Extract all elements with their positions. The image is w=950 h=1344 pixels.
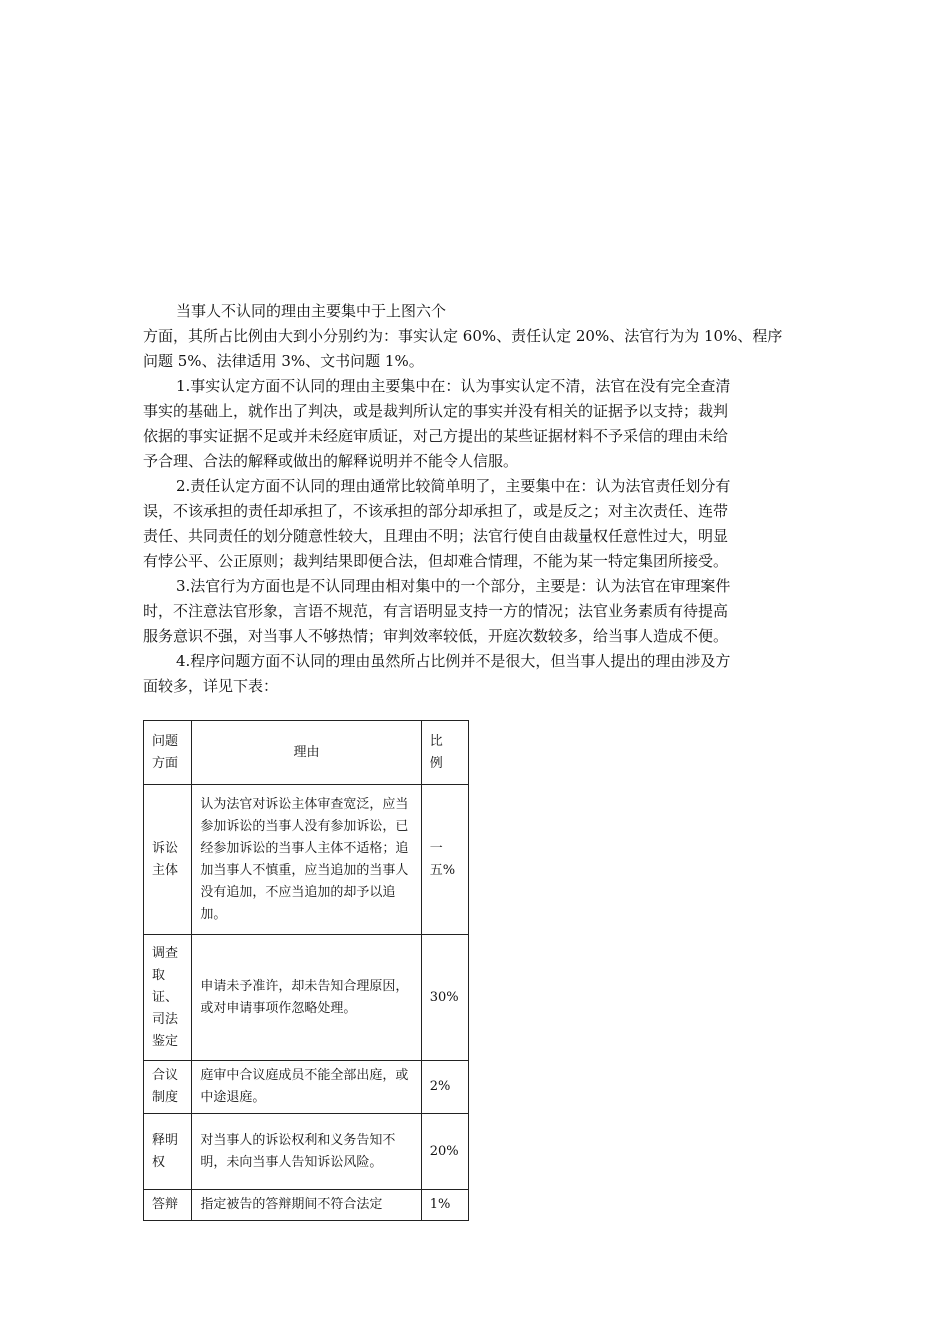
table-row bbox=[144, 1061, 469, 1114]
header-ratio: 比例 bbox=[421, 721, 468, 785]
text-line: 1.事实认定方面不认同的理由主要集中在：认为事实认定不清，法官在没有完全查清 bbox=[176, 377, 731, 395]
text-line: 方面，其所占比例由大到小分别约为：事实认定 60%、责任认定 20%、法官行为为 10%、程序 bbox=[143, 327, 783, 345]
cell-reason: 指定被告的答辩期间不符合法定 bbox=[192, 1190, 421, 1221]
text-line: 2.责任认定方面不认同的理由通常比较简单明了，主要集中在：认为法官责任划分有 bbox=[176, 477, 731, 495]
text-line: 服务意识不强，对当事人不够热情；审判效率较低，开庭次数较多，给当事人造成不便。 bbox=[143, 627, 729, 645]
table-row bbox=[144, 785, 469, 935]
text-line: 有悖公平、公正原则；裁判结果即便合法，但却难合情理，不能为某一特定集团所接受。 bbox=[143, 552, 729, 570]
paragraph-fact-finding bbox=[143, 374, 808, 474]
table-row bbox=[144, 1114, 469, 1190]
paragraph-judge-conduct bbox=[143, 574, 808, 649]
procedure-reasons-table bbox=[143, 720, 469, 1221]
cell-reason: 认为法官对诉讼主体审查宽泛，应当参加诉讼的当事人没有参加诉讼，已经参加诉讼的当事人主体不适格；追加当事人不慎重，应当追加的当事人没有追加，不应当追加的却予以追加。 bbox=[192, 785, 421, 935]
cell-aspect: 释明权 bbox=[144, 1114, 192, 1190]
cell-ratio: 20% bbox=[421, 1114, 468, 1190]
cell-reason: 庭审中合议庭成员不能全部出庭，或中途退庭。 bbox=[192, 1061, 421, 1114]
table-row bbox=[144, 935, 469, 1061]
text-line: 4.程序问题方面不认同的理由虽然所占比例并不是很大，但当事人提出的理由涉及方 bbox=[176, 652, 731, 670]
text-line: 3.法官行为方面也是不认同理由相对集中的一个部分，主要是：认为法官在审理案件 bbox=[176, 577, 731, 595]
text-line: 责任、共同责任的划分随意性较大，且理由不明；法官行使自由裁量权任意性过大，明显 bbox=[143, 527, 729, 545]
cell-ratio: 一五% bbox=[421, 785, 468, 935]
text-line: 误，不该承担的责任却承担了，不该承担的部分却承担了，或是反之；对主次责任、连带 bbox=[143, 502, 729, 520]
cell-aspect: 诉讼主体 bbox=[144, 785, 192, 935]
table-row bbox=[144, 1190, 469, 1221]
intro-paragraph bbox=[143, 324, 808, 374]
text-line: 时，不注意法官形象，言语不规范，有言语明显支持一方的情况；法官业务素质有待提高 bbox=[143, 602, 729, 620]
header-aspect: 问题方面 bbox=[144, 721, 192, 785]
paragraph-procedure bbox=[143, 649, 808, 699]
cell-reason: 对当事人的诉讼权利和义务告知不明，未向当事人告知诉讼风险。 bbox=[192, 1114, 421, 1190]
text-line: 依据的事实证据不足或并未经庭审质证，对己方提出的某些证据材料不予采信的理由未给 bbox=[143, 427, 729, 445]
cell-aspect: 答辩 bbox=[144, 1190, 192, 1221]
cell-reason: 申请未予准许，却未告知合理原因，或对申请事项作忽略处理。 bbox=[192, 935, 421, 1061]
paragraph-liability bbox=[143, 474, 808, 574]
cell-ratio: 30% bbox=[421, 935, 468, 1061]
header-reason: 理由 bbox=[192, 721, 421, 785]
text-line: 予合理、合法的解释或做出的解释说明并不能令人信服。 bbox=[143, 452, 519, 470]
cell-aspect: 调查取证、司法鉴定 bbox=[144, 935, 192, 1061]
table-header-row bbox=[144, 721, 469, 785]
cell-ratio: 2% bbox=[421, 1061, 468, 1114]
intro-first-line: 当事人不认同的理由主要集中于上图六个 bbox=[176, 302, 447, 320]
cell-ratio: 1% bbox=[421, 1190, 468, 1221]
cell-aspect: 合议制度 bbox=[144, 1061, 192, 1114]
text-line: 事实的基础上，就作出了判决，或是裁判所认定的事实并没有相关的证据予以支持；裁判 bbox=[143, 402, 729, 420]
text-line: 面较多，详见下表： bbox=[143, 677, 279, 695]
text-line: 问题 5%、法律适用 3%、文书问题 1%。 bbox=[143, 352, 424, 370]
